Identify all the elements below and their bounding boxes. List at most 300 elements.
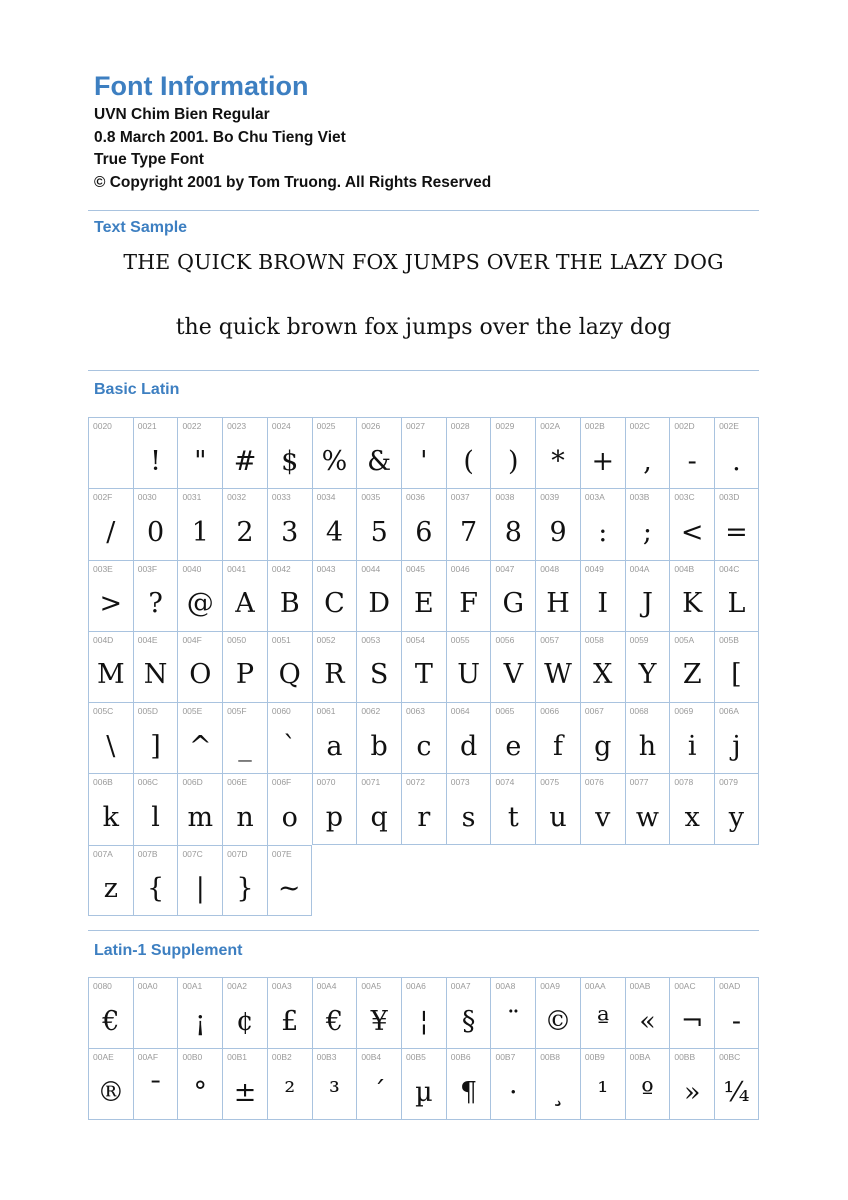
glyph-cell — [535, 977, 580, 1048]
glyph-cell — [222, 1048, 267, 1119]
glyph-cell — [714, 631, 759, 702]
glyph-character: = — [725, 516, 748, 548]
glyph-codepoint: 007E — [271, 848, 292, 859]
glyph-character: E — [414, 588, 434, 620]
glyph-codepoint: 00AA — [584, 981, 606, 991]
glyph-cell — [625, 560, 670, 631]
glyph-cell — [177, 845, 222, 916]
glyph-codepoint: 007A — [93, 848, 113, 859]
glyph-character: d — [459, 730, 478, 762]
glyph-character: { — [146, 873, 165, 905]
page-title: Font Information — [94, 71, 309, 101]
glyph-character: v — [595, 801, 611, 833]
glyph-cell — [177, 560, 222, 631]
glyph-cell — [222, 773, 267, 844]
glyph-cell — [714, 1048, 759, 1119]
glyph-character: b — [370, 730, 388, 762]
glyph-cell — [133, 631, 178, 702]
glyph-cell — [535, 702, 580, 773]
glyph-character: j — [732, 730, 741, 762]
glyph-codepoint: 004C — [719, 563, 740, 574]
glyph-character: Q — [278, 659, 301, 691]
glyph-cell — [580, 977, 625, 1048]
glyph-codepoint: 004D — [93, 634, 114, 645]
glyph-character: ´ — [372, 1076, 386, 1108]
glyph-character: A — [235, 588, 255, 620]
glyph-character: ³ — [329, 1076, 340, 1108]
glyph-codepoint: 0054 — [406, 634, 425, 645]
glyph-character: g — [594, 730, 612, 762]
glyph-cell — [88, 773, 133, 844]
glyph-character: - — [687, 445, 697, 477]
latin-1-supplement-glyph-grid — [88, 977, 759, 1120]
glyph-cell — [490, 417, 535, 488]
glyph-character: Z — [682, 659, 702, 691]
glyph-character: § — [461, 1005, 476, 1037]
glyph-cell — [625, 702, 670, 773]
glyph-codepoint: 00A6 — [406, 981, 426, 991]
glyph-cell — [714, 977, 759, 1048]
glyph-codepoint: 006B — [93, 777, 113, 788]
latin-1-supplement-heading: Latin-1 Supplement — [94, 942, 243, 959]
glyph-character: 9 — [549, 516, 567, 548]
glyph-codepoint: 0032 — [227, 492, 247, 503]
glyph-codepoint: 006F — [271, 777, 292, 788]
glyph-cell — [267, 977, 312, 1048]
glyph-codepoint: 002C — [629, 421, 650, 431]
glyph-cell — [401, 417, 446, 488]
glyph-character: R — [324, 659, 345, 691]
glyph-character: u — [549, 801, 567, 833]
glyph-cell — [356, 417, 401, 488]
glyph-cell — [580, 773, 625, 844]
glyph-character: ` — [282, 730, 297, 762]
glyph-codepoint: 005C — [93, 706, 114, 717]
glyph-character: y — [728, 801, 745, 833]
glyph-codepoint: 0072 — [406, 777, 425, 788]
glyph-character: % — [321, 445, 348, 477]
glyph-character: G — [502, 588, 525, 620]
glyph-codepoint: 003E — [93, 563, 113, 574]
glyph-character: * — [551, 445, 565, 477]
glyph-cell — [401, 977, 446, 1048]
glyph-cell — [401, 702, 446, 773]
glyph-cell — [177, 977, 222, 1048]
glyph-codepoint: 0073 — [450, 777, 470, 788]
glyph-character: ¢ — [236, 1005, 254, 1037]
glyph-cell — [535, 773, 580, 844]
glyph-cell — [267, 417, 312, 488]
glyph-codepoint: 004F — [182, 634, 202, 645]
glyph-character: \ — [106, 730, 116, 762]
glyph-character: W — [544, 659, 572, 691]
glyph-cell — [177, 702, 222, 773]
glyph-character: f — [553, 730, 564, 762]
glyph-codepoint: 0049 — [584, 563, 604, 574]
glyph-codepoint: 00A5 — [361, 981, 382, 991]
glyph-character: / — [106, 516, 116, 548]
glyph-cell — [177, 631, 222, 702]
glyph-codepoint: 00B9 — [584, 1052, 605, 1063]
glyph-cell — [535, 560, 580, 631]
glyph-cell — [88, 488, 133, 559]
glyph-codepoint: 0080 — [93, 981, 112, 991]
font-name: UVN Chim Bien Regular — [94, 106, 270, 123]
glyph-character: D — [368, 588, 390, 620]
glyph-codepoint: 0075 — [540, 777, 560, 788]
glyph-codepoint: 0074 — [495, 777, 515, 788]
glyph-codepoint: 0026 — [361, 421, 381, 431]
glyph-cell — [356, 1048, 401, 1119]
glyph-character: P — [235, 659, 255, 691]
glyph-codepoint: 0057 — [540, 634, 560, 645]
glyph-character: S — [369, 659, 389, 691]
glyph-codepoint: 0065 — [495, 706, 515, 717]
glyph-character: } — [236, 873, 254, 905]
glyph-character: V — [503, 659, 524, 691]
glyph-cell — [356, 560, 401, 631]
glyph-cell — [714, 560, 759, 631]
glyph-cell — [446, 417, 491, 488]
glyph-cell — [625, 417, 670, 488]
glyph-cell — [133, 560, 178, 631]
glyph-cell — [446, 560, 491, 631]
glyph-cell — [356, 702, 401, 773]
glyph-codepoint: 00BA — [629, 1052, 651, 1063]
glyph-cell — [267, 1048, 312, 1119]
glyph-character: w — [635, 801, 660, 833]
glyph-character: 7 — [460, 516, 478, 548]
font-metadata — [94, 104, 491, 194]
glyph-character: h — [638, 730, 657, 762]
glyph-codepoint: 006C — [137, 777, 159, 788]
glyph-codepoint: 003C — [674, 492, 695, 503]
glyph-codepoint: 0046 — [450, 563, 470, 574]
glyph-codepoint: 007B — [137, 848, 158, 859]
glyph-character: F — [459, 588, 478, 620]
glyph-codepoint: 0055 — [450, 634, 470, 645]
glyph-character: _ — [238, 730, 252, 762]
glyph-character: · — [509, 1076, 518, 1108]
glyph-cell — [88, 417, 133, 488]
glyph-cell — [133, 977, 178, 1048]
glyph-codepoint: 0063 — [406, 706, 425, 717]
glyph-cell — [88, 845, 133, 916]
glyph-character: I — [597, 588, 609, 620]
glyph-codepoint: 00AE — [93, 1052, 114, 1063]
glyph-codepoint: 002F — [93, 492, 113, 503]
glyph-codepoint: 0039 — [540, 492, 560, 503]
glyph-cell — [401, 488, 446, 559]
glyph-codepoint: 0043 — [316, 563, 336, 574]
glyph-character: € — [102, 1005, 120, 1037]
glyph-cell — [669, 702, 714, 773]
glyph-cell — [222, 560, 267, 631]
glyph-cell — [625, 631, 670, 702]
font-version: 0.8 March 2001. Bo Chu Tieng Viet — [94, 128, 346, 146]
glyph-cell — [356, 773, 401, 844]
glyph-cell — [446, 488, 491, 559]
glyph-cell — [267, 560, 312, 631]
glyph-character: ( — [463, 445, 474, 477]
glyph-codepoint: 0071 — [361, 777, 381, 788]
glyph-codepoint: 00AB — [629, 981, 651, 991]
glyph-codepoint: 00AC — [674, 981, 696, 991]
glyph-cell — [312, 702, 357, 773]
glyph-character: 8 — [504, 516, 522, 548]
glyph-codepoint: 004A — [629, 563, 650, 574]
glyph-cell — [714, 417, 759, 488]
glyph-character: z — [103, 873, 118, 905]
glyph-codepoint: 00B0 — [182, 1052, 203, 1063]
glyph-codepoint: 0020 — [93, 421, 112, 431]
glyph-character: ) — [508, 445, 519, 477]
glyph-cell — [356, 977, 401, 1048]
glyph-cell — [222, 631, 267, 702]
glyph-codepoint: 0037 — [450, 492, 470, 503]
glyph-cell — [446, 977, 491, 1048]
glyph-character: ~ — [277, 873, 301, 905]
glyph-character: + — [591, 445, 615, 477]
glyph-character: U — [457, 659, 480, 691]
glyph-codepoint: 005F — [227, 706, 247, 717]
glyph-character: L — [727, 588, 746, 620]
glyph-codepoint: 0023 — [227, 421, 247, 431]
glyph-character: ¦ — [419, 1005, 429, 1037]
glyph-codepoint: 004B — [674, 563, 695, 574]
glyph-cell — [714, 702, 759, 773]
glyph-codepoint: 003D — [719, 492, 740, 503]
glyph-character — [89, 438, 133, 484]
glyph-character: , — [643, 445, 652, 477]
glyph-cell — [312, 488, 357, 559]
glyph-codepoint: 007D — [227, 848, 248, 859]
glyph-cell — [490, 773, 535, 844]
glyph-codepoint: 0042 — [271, 563, 291, 574]
text-sample-lowercase: the quick brown fox jumps over the lazy dog — [175, 315, 672, 340]
glyph-cell — [669, 560, 714, 631]
glyph-character: ª — [596, 1005, 610, 1037]
glyph-codepoint: 0036 — [406, 492, 425, 503]
glyph-character: ' — [420, 445, 428, 477]
glyph-cell — [714, 773, 759, 844]
glyph-cell — [580, 488, 625, 559]
glyph-character: 4 — [325, 516, 344, 548]
glyph-cell — [222, 417, 267, 488]
glyph-character: ¡ — [194, 1005, 206, 1037]
glyph-character: r — [417, 801, 431, 833]
glyph-cell — [625, 773, 670, 844]
glyph-cell — [312, 631, 357, 702]
glyph-codepoint: 005D — [137, 706, 159, 717]
glyph-character — [134, 998, 178, 1044]
glyph-character: « — [639, 1005, 656, 1037]
glyph-character: & — [367, 445, 392, 477]
glyph-character: o — [281, 801, 298, 833]
glyph-character: m — [187, 801, 214, 833]
glyph-codepoint: 005A — [674, 634, 695, 645]
basic-latin-heading: Basic Latin — [94, 381, 180, 398]
glyph-character: i — [687, 730, 697, 762]
glyph-codepoint: 0022 — [182, 421, 202, 431]
glyph-character: - — [731, 1005, 741, 1037]
glyph-cell — [446, 702, 491, 773]
glyph-character: 6 — [415, 516, 433, 548]
glyph-codepoint: 0050 — [227, 634, 247, 645]
glyph-character: K — [682, 588, 703, 620]
glyph-character: O — [189, 659, 212, 691]
glyph-cell — [535, 488, 580, 559]
glyph-codepoint: 00A1 — [182, 981, 203, 991]
glyph-codepoint: 00A9 — [540, 981, 561, 991]
glyph-codepoint: 0035 — [361, 492, 381, 503]
glyph-cell — [490, 631, 535, 702]
glyph-codepoint: 00A8 — [495, 981, 516, 991]
glyph-character: ¨ — [506, 1005, 521, 1037]
glyph-cell — [490, 702, 535, 773]
glyph-cell — [312, 773, 357, 844]
glyph-character: 5 — [370, 516, 388, 548]
glyph-character: < — [680, 516, 704, 548]
glyph-codepoint: 00B1 — [227, 1052, 248, 1063]
glyph-character: £ — [281, 1005, 299, 1037]
glyph-cell — [267, 845, 312, 916]
glyph-codepoint: 0062 — [361, 706, 381, 717]
glyph-codepoint: 006D — [182, 777, 203, 788]
glyph-codepoint: 0040 — [182, 563, 202, 574]
glyph-codepoint: 0068 — [629, 706, 649, 717]
glyph-codepoint: 0076 — [584, 777, 604, 788]
glyph-character: ¬ — [680, 1005, 704, 1037]
glyph-codepoint: 00B7 — [495, 1052, 516, 1063]
glyph-character: X — [593, 659, 613, 691]
glyph-cell — [446, 1048, 491, 1119]
glyph-cell — [88, 702, 133, 773]
glyph-codepoint: 00A0 — [137, 981, 158, 991]
glyph-cell — [535, 1048, 580, 1119]
glyph-character: l — [151, 801, 160, 833]
glyph-character: ¹ — [597, 1076, 609, 1108]
glyph-character: J — [642, 588, 653, 620]
font-copyright: © Copyright 2001 by Tom Truong. All Rights Reserved — [94, 173, 492, 191]
glyph-codepoint: 0058 — [584, 634, 604, 645]
glyph-cell — [312, 560, 357, 631]
glyph-character: e — [505, 730, 522, 762]
glyph-character: ¸ — [551, 1076, 565, 1108]
glyph-character: º — [641, 1076, 654, 1108]
glyph-character: a — [326, 730, 343, 762]
glyph-codepoint: 0044 — [361, 563, 381, 574]
glyph-character: " — [194, 445, 207, 477]
glyph-codepoint: 0067 — [584, 706, 604, 717]
glyph-cell — [401, 773, 446, 844]
glyph-codepoint: 005B — [719, 634, 739, 645]
glyph-cell — [222, 488, 267, 559]
glyph-cell — [535, 631, 580, 702]
glyph-codepoint: 006A — [719, 706, 739, 717]
glyph-cell — [446, 631, 491, 702]
glyph-codepoint: 0041 — [227, 563, 247, 574]
text-sample-uppercase: THE QUICK BROWN FOX JUMPS OVER THE LAZY DOG — [123, 250, 724, 274]
glyph-character: µ — [415, 1076, 433, 1108]
basic-latin-glyph-grid — [88, 417, 759, 916]
glyph-character: ± — [233, 1076, 257, 1108]
glyph-cell — [714, 488, 759, 559]
glyph-codepoint: 0061 — [316, 706, 336, 717]
glyph-character: ? — [148, 588, 163, 620]
glyph-codepoint: 0056 — [495, 634, 515, 645]
glyph-cell — [580, 417, 625, 488]
glyph-cell — [177, 1048, 222, 1119]
glyph-codepoint: 00B2 — [271, 1052, 292, 1063]
glyph-codepoint: 0069 — [674, 706, 694, 717]
glyph-cell — [133, 773, 178, 844]
glyph-codepoint: 002B — [584, 421, 605, 431]
glyph-codepoint: 002D — [674, 421, 695, 431]
glyph-character: k — [102, 801, 120, 833]
glyph-cell — [490, 1048, 535, 1119]
glyph-character: © — [544, 1005, 572, 1037]
glyph-cell — [669, 977, 714, 1048]
glyph-codepoint: 003A — [584, 492, 605, 503]
glyph-codepoint: 0033 — [271, 492, 291, 503]
glyph-character: c — [416, 730, 432, 762]
glyph-codepoint: 00B8 — [540, 1052, 561, 1063]
glyph-codepoint: 00AF — [137, 1052, 159, 1063]
glyph-codepoint: 0021 — [137, 421, 157, 431]
glyph-character: ¶ — [460, 1076, 478, 1108]
glyph-character: 2 — [236, 516, 254, 548]
glyph-codepoint: 003F — [137, 563, 158, 574]
glyph-character: ² — [284, 1076, 296, 1108]
divider — [88, 210, 759, 211]
glyph-character: ¼ — [723, 1076, 750, 1108]
glyph-codepoint: 0079 — [719, 777, 738, 788]
glyph-codepoint: 0025 — [316, 421, 336, 431]
glyph-codepoint: 0038 — [495, 492, 515, 503]
glyph-character: | — [195, 873, 205, 905]
glyph-codepoint: 004E — [137, 634, 158, 645]
glyph-character: ^ — [188, 730, 212, 762]
glyph-cell — [401, 1048, 446, 1119]
glyph-character: Y — [638, 659, 657, 691]
glyph-cell — [222, 702, 267, 773]
glyph-cell — [580, 1048, 625, 1119]
glyph-codepoint: 0052 — [316, 634, 336, 645]
glyph-codepoint: 0059 — [629, 634, 649, 645]
glyph-codepoint: 00B6 — [450, 1052, 471, 1063]
glyph-cell — [446, 773, 491, 844]
glyph-codepoint: 002E — [719, 421, 739, 431]
glyph-codepoint: 006E — [227, 777, 248, 788]
glyph-character: # — [233, 445, 257, 477]
glyph-cell — [580, 702, 625, 773]
glyph-character: q — [370, 801, 388, 833]
glyph-character: > — [99, 588, 123, 620]
glyph-character: C — [324, 588, 345, 620]
glyph-character: ; — [642, 516, 653, 548]
glyph-cell — [669, 1048, 714, 1119]
glyph-cell — [267, 631, 312, 702]
glyph-codepoint: 0070 — [316, 777, 336, 788]
glyph-character: 3 — [281, 516, 299, 548]
glyph-codepoint: 00A3 — [271, 981, 292, 991]
glyph-codepoint: 0053 — [361, 634, 381, 645]
glyph-codepoint: 0045 — [406, 563, 425, 574]
glyph-cell — [669, 488, 714, 559]
glyph-codepoint: 002A — [540, 421, 561, 431]
glyph-codepoint: 0031 — [182, 492, 202, 503]
